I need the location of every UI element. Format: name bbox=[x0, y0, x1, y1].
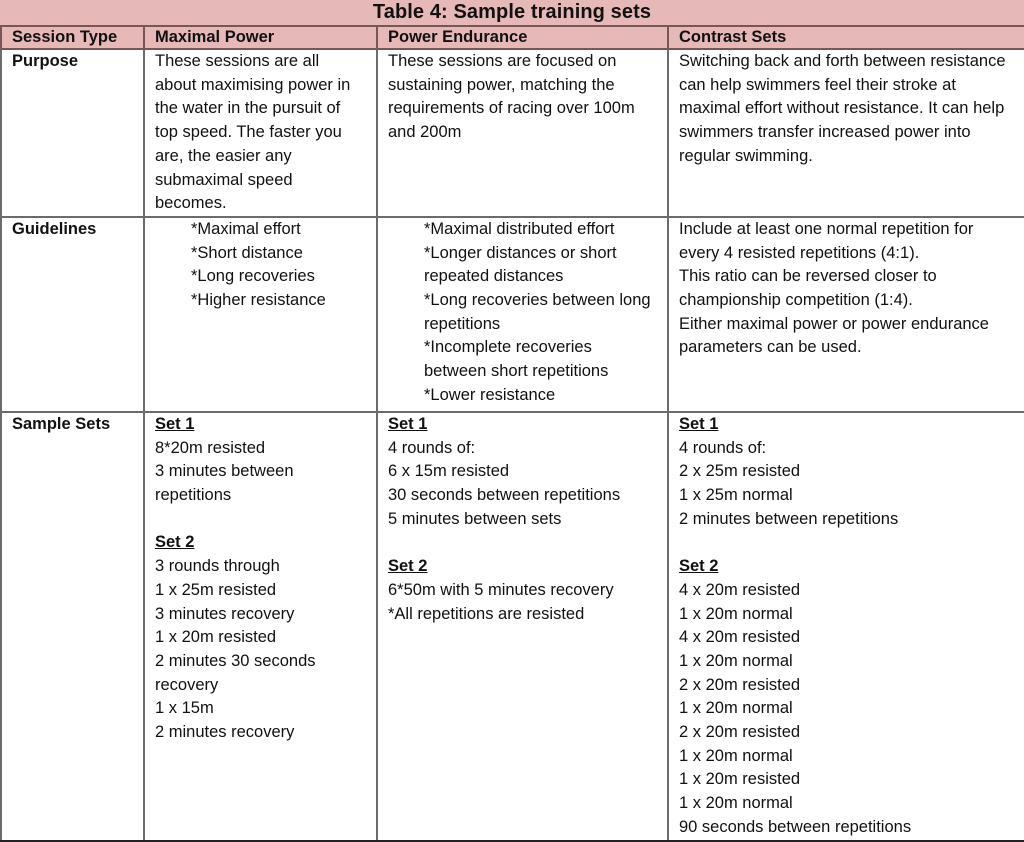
set-line: 30 seconds between repetitions bbox=[388, 486, 621, 505]
bullet-line: *Lower resistance bbox=[424, 385, 556, 404]
set-line: 1 x 25m normal bbox=[679, 486, 793, 505]
set-line: 8*20m resisted bbox=[155, 438, 266, 457]
header-row bbox=[1, 26, 1024, 49]
text-line: top speed. The faster you bbox=[155, 123, 342, 142]
sample-sets-maximal-power bbox=[144, 412, 377, 841]
set-line: 3 minutes recovery bbox=[155, 604, 295, 623]
set-line: 4 x 20m resisted bbox=[679, 580, 801, 599]
text-line: Switching back and forth between resistance bbox=[679, 52, 1006, 70]
bullet-line: *Maximal effort bbox=[191, 219, 301, 238]
set-line: 2 x 25m resisted bbox=[679, 462, 801, 481]
text-line: maximal effort without resistance. It can help bbox=[679, 99, 1005, 118]
text-line: parameters can be used. bbox=[679, 338, 862, 357]
bullet-line: *Long recoveries between long bbox=[424, 291, 651, 310]
text-line: sustaining power, matching the bbox=[388, 75, 615, 94]
text-line: requirements of racing over 100m bbox=[388, 99, 635, 118]
set-line: 1 x 20m resisted bbox=[155, 628, 277, 647]
set-line: 2 minutes 30 seconds bbox=[155, 651, 316, 670]
set-line: 1 x 25m resisted bbox=[155, 580, 277, 599]
text-line: This ratio can be reversed closer to bbox=[679, 267, 937, 286]
text-line: becomes. bbox=[155, 194, 227, 213]
guidelines-maximal-power bbox=[144, 217, 377, 412]
header-maximal-power: Maximal Power bbox=[144, 26, 377, 49]
training-sets-table bbox=[0, 25, 1024, 842]
bullet-line: *Maximal distributed effort bbox=[424, 219, 615, 238]
text-line: about maximising power in bbox=[155, 75, 351, 94]
set-heading: Set 2 bbox=[155, 533, 195, 552]
set-line: 2 x 20m resisted bbox=[679, 675, 801, 694]
set-line: 3 rounds through bbox=[155, 557, 280, 576]
row-label-guidelines: Guidelines bbox=[1, 217, 144, 412]
text-line: submaximal speed bbox=[155, 170, 293, 189]
set-line: 1 x 20m normal bbox=[679, 651, 793, 670]
set-line: 4 x 20m resisted bbox=[679, 628, 801, 647]
header-contrast-sets: Contrast Sets bbox=[668, 26, 1024, 49]
set-heading: Set 2 bbox=[679, 557, 719, 576]
set-heading: Set 1 bbox=[388, 414, 428, 433]
bullet-line: *Higher resistance bbox=[191, 291, 326, 310]
set-line: 2 minutes between repetitions bbox=[679, 509, 899, 528]
bullet-line: *Incomplete recoveries bbox=[424, 338, 592, 357]
bullet-line: repeated distances bbox=[424, 267, 564, 286]
bullet-line: *Short distance bbox=[191, 243, 303, 262]
set-heading: Set 2 bbox=[388, 557, 428, 576]
text-line: the water in the pursuit of bbox=[155, 99, 341, 118]
text-line: regular swimming. bbox=[679, 146, 813, 165]
bullet-line: *Long recoveries bbox=[191, 267, 315, 286]
set-line: 3 minutes between bbox=[155, 462, 294, 481]
sample-sets-contrast-sets bbox=[668, 412, 1024, 841]
text-line: are, the easier any bbox=[155, 146, 292, 165]
text-line: and 200m bbox=[388, 123, 462, 142]
purpose-maximal-power bbox=[144, 49, 377, 217]
guidelines-row bbox=[1, 217, 1024, 412]
set-line: 1 x 20m normal bbox=[679, 794, 793, 813]
text-line: These sessions are focused on bbox=[388, 52, 617, 70]
set-heading: Set 1 bbox=[679, 414, 719, 433]
set-line: 1 x 20m resisted bbox=[679, 770, 801, 789]
purpose-contrast-sets bbox=[668, 49, 1024, 217]
set-line: 1 x 15m bbox=[155, 699, 214, 718]
set-line: 6*50m with 5 minutes recovery bbox=[388, 580, 614, 599]
set-line: 5 minutes between sets bbox=[388, 509, 562, 528]
bullet-line: *Longer distances or short bbox=[424, 243, 617, 262]
text-line: can help swimmers feel their stroke at bbox=[679, 75, 956, 94]
text-line: Either maximal power or power endurance bbox=[679, 314, 989, 333]
set-line: *All repetitions are resisted bbox=[388, 604, 585, 623]
text-line: These sessions are all bbox=[155, 52, 320, 70]
set-line: 1 x 20m normal bbox=[679, 699, 793, 718]
set-line: 4 rounds of: bbox=[388, 438, 476, 457]
guidelines-power-endurance bbox=[377, 217, 668, 412]
set-heading: Set 1 bbox=[155, 414, 195, 433]
text-line: Include at least one normal repetition for bbox=[679, 219, 974, 238]
set-line: 1 x 20m normal bbox=[679, 604, 793, 623]
purpose-power-endurance bbox=[377, 49, 668, 217]
set-line: 1 x 20m normal bbox=[679, 746, 793, 765]
bullet-line: repetitions bbox=[424, 314, 501, 333]
row-label-purpose: Purpose bbox=[1, 49, 144, 217]
row-label-sample-sets: Sample Sets bbox=[1, 412, 144, 841]
set-line: repetitions bbox=[155, 486, 232, 505]
text-line: every 4 resisted repetitions (4:1). bbox=[679, 243, 920, 262]
bullet-line: between short repetitions bbox=[424, 362, 609, 381]
text-line: swimmers transfer increased power into bbox=[679, 123, 971, 142]
set-line: 2 minutes recovery bbox=[155, 723, 295, 742]
header-session-type: Session Type bbox=[1, 26, 144, 49]
guidelines-contrast-sets bbox=[668, 217, 1024, 412]
table-title: Table 4: Sample training sets bbox=[0, 0, 1024, 25]
set-line: 4 rounds of: bbox=[679, 438, 767, 457]
set-line: recovery bbox=[155, 675, 219, 694]
sample-sets-row bbox=[1, 412, 1024, 841]
purpose-row bbox=[1, 49, 1024, 217]
header-power-endurance: Power Endurance bbox=[377, 26, 668, 49]
set-line: 2 x 20m resisted bbox=[679, 723, 801, 742]
text-line: championship competition (1:4). bbox=[679, 291, 913, 310]
set-line: 90 seconds between repetitions bbox=[679, 817, 912, 836]
sample-sets-power-endurance bbox=[377, 412, 668, 841]
set-line: 6 x 15m resisted bbox=[388, 462, 510, 481]
